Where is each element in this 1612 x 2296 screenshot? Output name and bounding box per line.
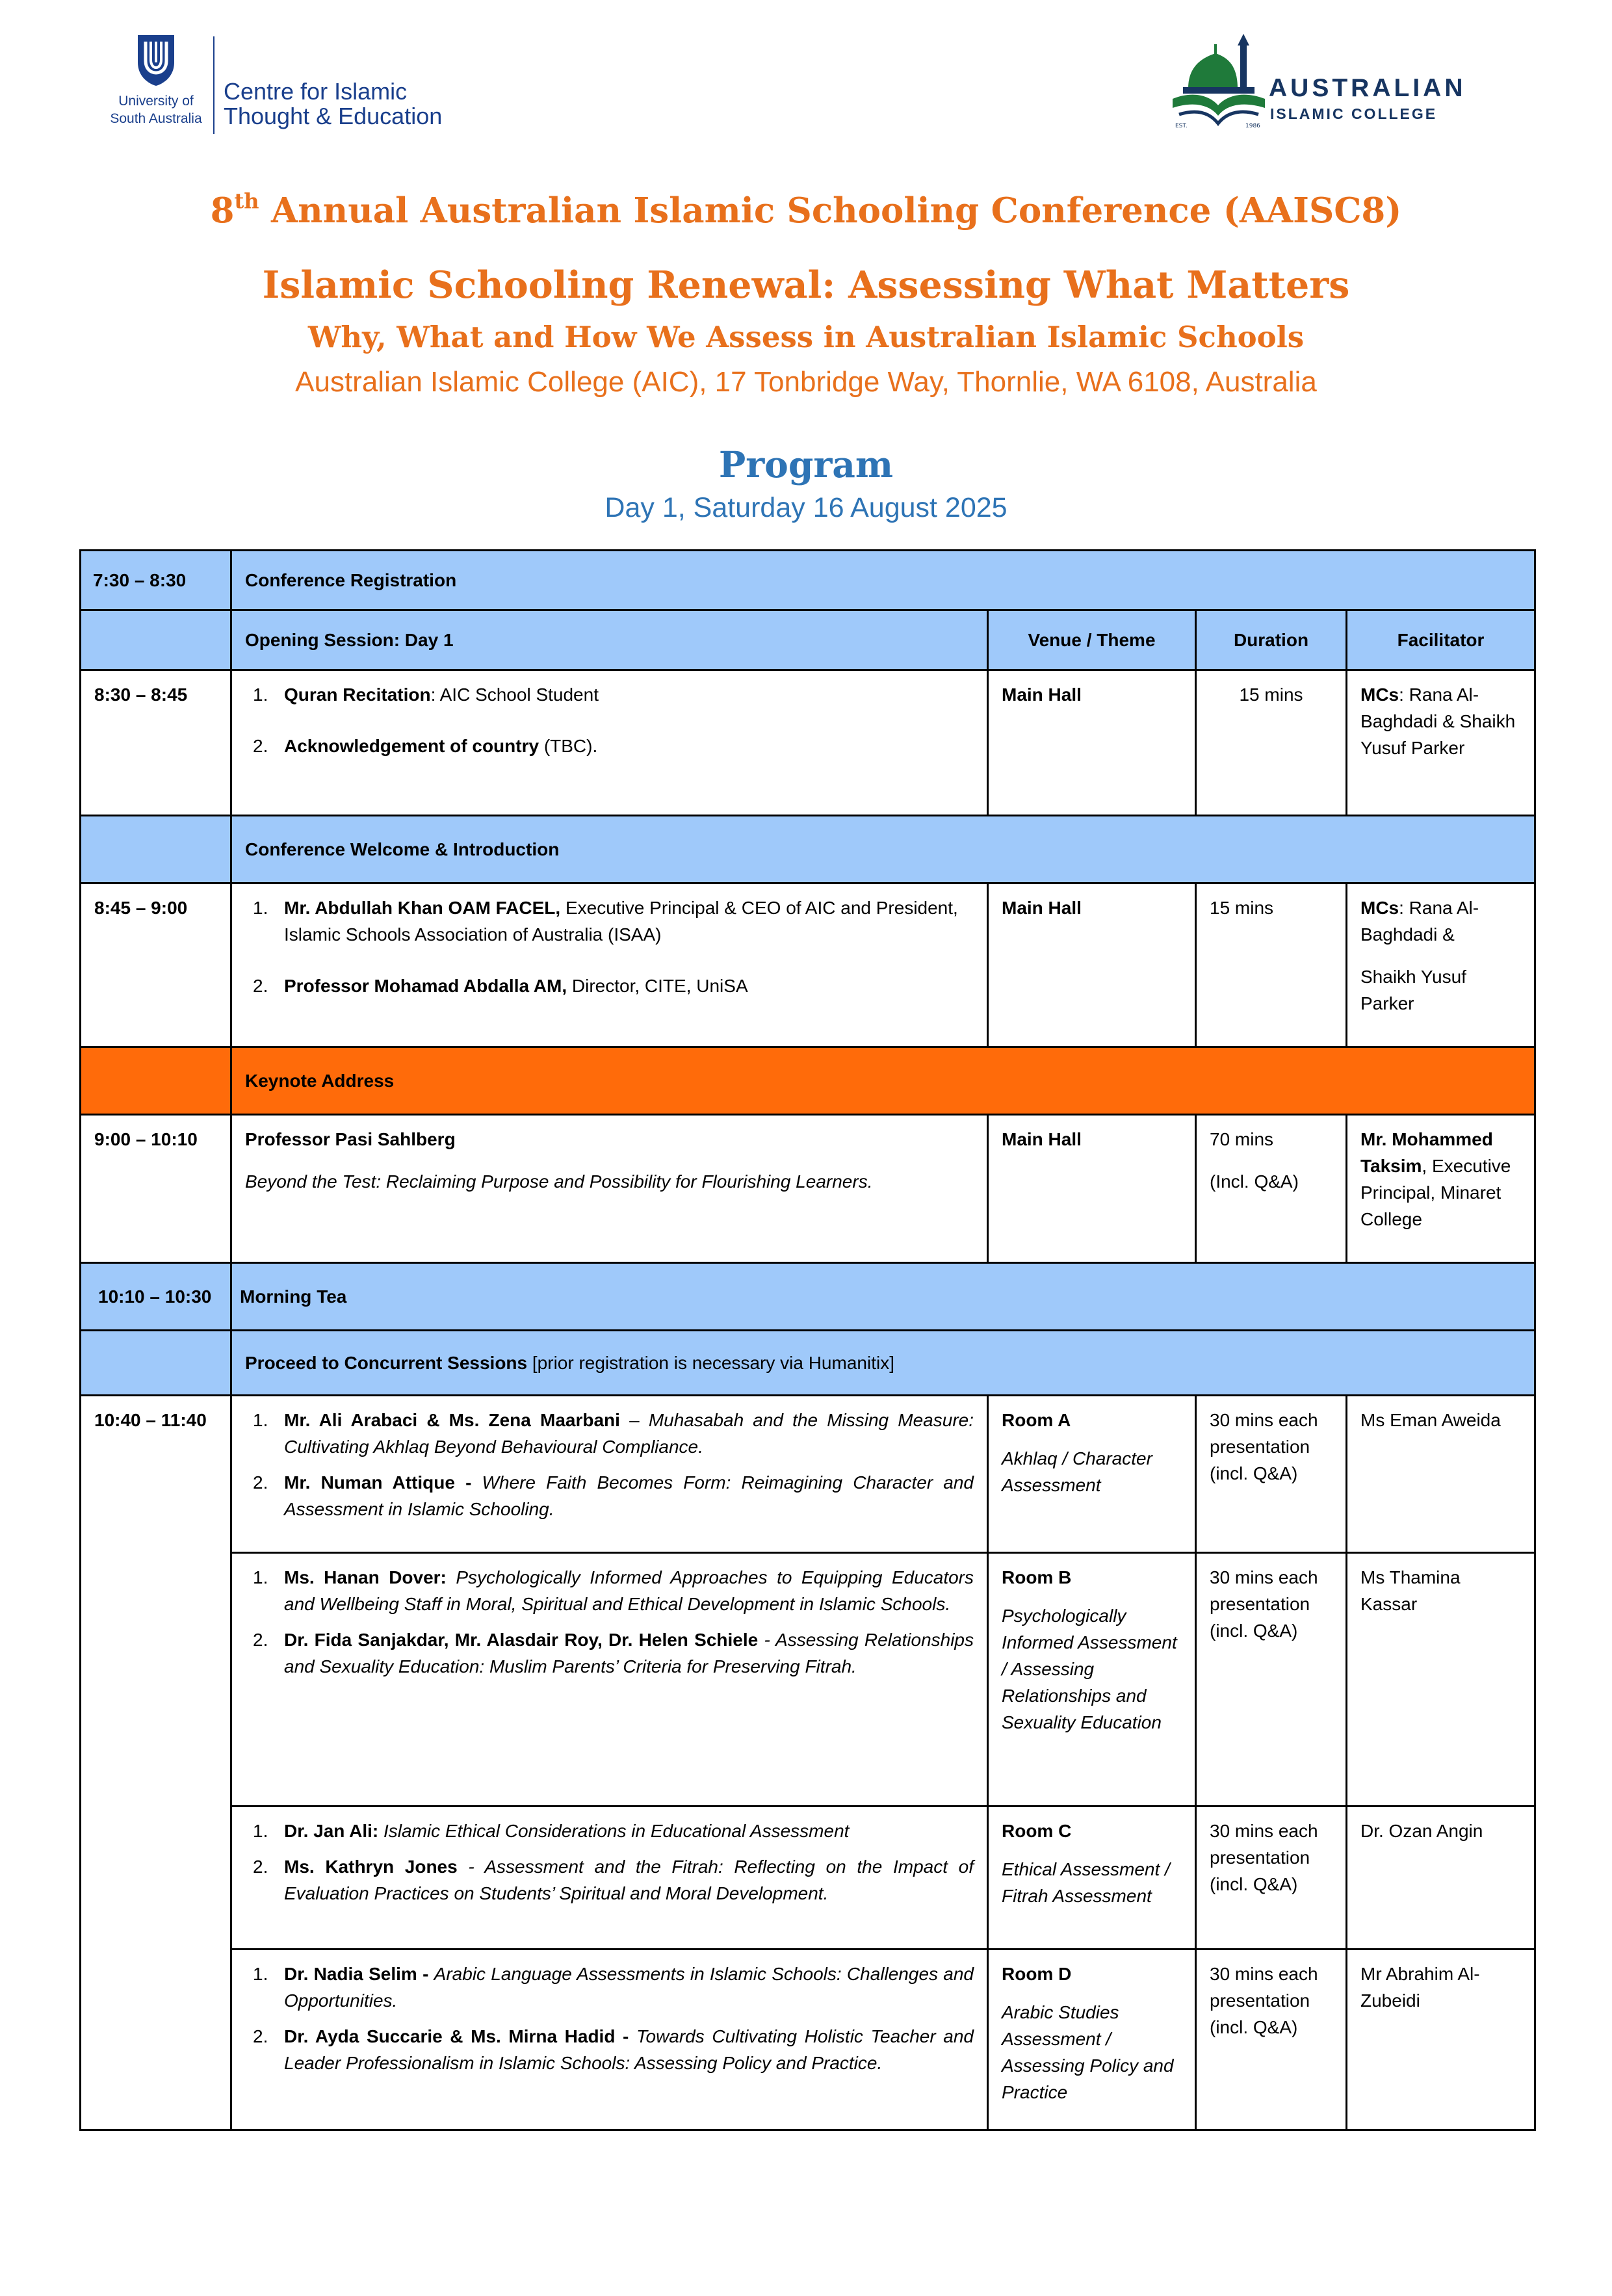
aic-name-line1: AUSTRALIAN — [1269, 74, 1466, 102]
conference-subtheme: Why, What and How We Assess in Australian Islamic Schools — [307, 320, 1305, 354]
concurrent-time: 10:40 – 11:40 — [81, 1396, 231, 2130]
opening-header-row — [81, 610, 1535, 670]
facilitator-column-header: Facilitator — [1347, 610, 1535, 670]
duration-column-header: Duration — [1196, 610, 1347, 670]
aic-name-line2: ISLAMIC COLLEGE — [1270, 105, 1438, 122]
program-table — [79, 549, 1536, 2131]
welcome-bar-label: Conference Welcome & Introduction — [231, 816, 1535, 883]
keynote-facilitator: Mr. Mohammed Taksim, Executive Principal, Minaret College — [1347, 1115, 1535, 1263]
registration-row — [81, 551, 1535, 610]
unisa-logo — [98, 33, 462, 143]
opening-items — [231, 670, 988, 816]
conference-venue: Australian Islamic College (AIC), 17 Tonbridge Way, Thornlie, WA 6108, Australia — [295, 366, 1317, 398]
list-item: 1. Ms. Hanan Dover: Psychologically Informed Approaches to Equipping Educators and Wellbeing Staff in Moral, Spiritual and Ethical Development in Islamic Schools. — [253, 1567, 974, 1614]
keynote-row — [81, 1115, 1535, 1263]
svg-text:1986: 1986 — [1245, 123, 1260, 129]
aic-logo — [1164, 31, 1476, 135]
opening-row — [81, 670, 1535, 816]
list-item: 1. Mr. Abdullah Khan OAM FACEL, Executive Principal & CEO of AIC and President, Islamic Schools Association of Australia (ISAA) — [253, 898, 958, 945]
keynote-duration: 70 mins (Incl. Q&A) — [1196, 1115, 1347, 1263]
room-a-venue: Room A Akhlaq / Character Assessment — [988, 1396, 1196, 1553]
list-item: 2. Dr. Ayda Succarie & Ms. Mirna Hadid - Towards Cultivating Holistic Teacher and Leader Professionalism in Islamic Schools: Assessing Policy and Practice. — [253, 2026, 974, 2073]
concurrent-bar-row — [81, 1331, 1535, 1396]
room-d-venue: Room D Arabic Studies Assessment / Assessing Policy and Practice — [988, 1950, 1196, 2130]
room-d-duration: 30 mins each presentation (incl. Q&A) — [1196, 1950, 1347, 2130]
unisa-name: University of South Australia — [110, 94, 202, 126]
registration-time: 7:30 – 8:30 — [81, 551, 231, 610]
keynote-bar-label: Keynote Address — [231, 1047, 1535, 1115]
room-b-duration: 30 mins each presentation (incl. Q&A) — [1196, 1553, 1347, 1807]
morning-tea-label: Morning Tea — [231, 1263, 1535, 1331]
conference-theme: Islamic Schooling Renewal: Assessing What Matters — [262, 263, 1350, 307]
keynote-bar-row — [81, 1047, 1535, 1115]
unisa-crest-icon — [135, 33, 177, 87]
keynote-talk: Beyond the Test: Reclaiming Purpose and Possibility for Flourishing Learners. — [245, 1171, 873, 1192]
room-c-row — [81, 1807, 1535, 1950]
conference-title: 8th Annual Australian Islamic Schooling Conference (AAISC8) — [210, 189, 1402, 231]
room-b-facilitator: Ms Thamina Kassar — [1347, 1553, 1535, 1807]
morning-tea-time: 10:10 – 10:30 — [81, 1263, 231, 1331]
keynote-detail — [231, 1115, 988, 1263]
opening-time: 8:30 – 8:45 — [81, 670, 231, 816]
list-item: 2. Acknowledgement of country (TBC). — [253, 736, 598, 756]
room-a-duration: 30 mins each presentation (incl. Q&A) — [1196, 1396, 1347, 1553]
opening-venue: Main Hall — [988, 670, 1196, 816]
morning-tea-row — [81, 1263, 1535, 1331]
room-c-duration: 30 mins each presentation (incl. Q&A) — [1196, 1807, 1347, 1950]
welcome-time: 8:45 – 9:00 — [81, 883, 231, 1047]
welcome-items — [231, 883, 988, 1047]
concurrent-bar-label: Proceed to Concurrent Sessions [prior registration is necessary via Humanitix] — [231, 1331, 1535, 1396]
room-a-items — [231, 1396, 988, 1553]
welcome-row — [81, 883, 1535, 1047]
room-c-venue: Room C Ethical Assessment / Fitrah Assessment — [988, 1807, 1196, 1950]
list-item: 2. Professor Mohamad Abdalla AM, Director, CITE, UniSA — [253, 976, 748, 996]
opening-facilitator: MCs: Rana Al-Baghdadi & Shaikh Yusuf Parker — [1347, 670, 1535, 816]
list-item: 2. Dr. Fida Sanjakdar, Mr. Alasdair Roy, Dr. Helen Schiele - Assessing Relationships and Sexuality Education: Muslim Parents’ Criteria for Preserving Fitrah. — [253, 1630, 974, 1676]
program-day: Day 1, Saturday 16 August 2025 — [604, 492, 1008, 523]
room-b-row — [81, 1553, 1535, 1807]
keynote-time: 9:00 – 10:10 — [81, 1115, 231, 1263]
cite-name: Centre for Islamic Thought & Education — [224, 78, 443, 129]
logo-divider — [213, 36, 214, 134]
room-d-row — [81, 1950, 1535, 2130]
list-item: 2. Mr. Numan Attique - Where Faith Becomes Form: Reimagining Character and Assessment in Islamic Schooling. — [253, 1472, 974, 1519]
list-item: 2. Ms. Kathryn Jones - Assessment and the Fitrah: Reflecting on the Impact of Evaluation Practices on Students’ Spiritual and Moral Development. — [253, 1857, 974, 1903]
room-b-items — [231, 1553, 988, 1807]
registration-label: Conference Registration — [231, 551, 1535, 610]
keynote-speaker: Professor Pasi Sahlberg — [245, 1129, 456, 1149]
list-item: 1. Dr. Jan Ali: Islamic Ethical Considerations in Educational Assessment — [253, 1821, 850, 1841]
room-d-facilitator: Mr Abrahim Al-Zubeidi — [1347, 1950, 1535, 2130]
room-a-facilitator: Ms Eman Aweida — [1347, 1396, 1535, 1553]
list-item: 1. Quran Recitation: AIC School Student — [253, 685, 599, 705]
opening-session-label: Opening Session: Day 1 — [231, 610, 988, 670]
mosque-book-icon — [1164, 31, 1274, 129]
opening-duration: 15 mins — [1196, 670, 1347, 816]
room-b-venue: Room B Psychologically Informed Assessment / Assessing Relationships and Sexuality Education — [988, 1553, 1196, 1807]
svg-text:EST.: EST. — [1175, 123, 1188, 129]
venue-column-header: Venue / Theme — [988, 610, 1196, 670]
welcome-duration: 15 mins — [1196, 883, 1347, 1047]
room-c-facilitator: Dr. Ozan Angin — [1347, 1807, 1535, 1950]
list-item: 1. Dr. Nadia Selim - Arabic Language Assessments in Islamic Schools: Challenges and Opportunities. — [253, 1964, 974, 2011]
room-a-row — [81, 1396, 1535, 1553]
list-item: 1. Mr. Ali Arabaci & Ms. Zena Maarbani – Muhasabah and the Missing Measure: Cultivating Akhlaq Beyond Behavioural Compliance. — [253, 1410, 974, 1457]
welcome-facilitator: MCs: Rana Al-Baghdadi & Shaikh Yusuf Parker — [1347, 883, 1535, 1047]
room-d-items — [231, 1950, 988, 2130]
program-heading: Program — [718, 443, 894, 486]
welcome-venue: Main Hall — [988, 883, 1196, 1047]
room-c-items — [231, 1807, 988, 1950]
keynote-venue: Main Hall — [988, 1115, 1196, 1263]
welcome-bar-row — [81, 816, 1535, 883]
